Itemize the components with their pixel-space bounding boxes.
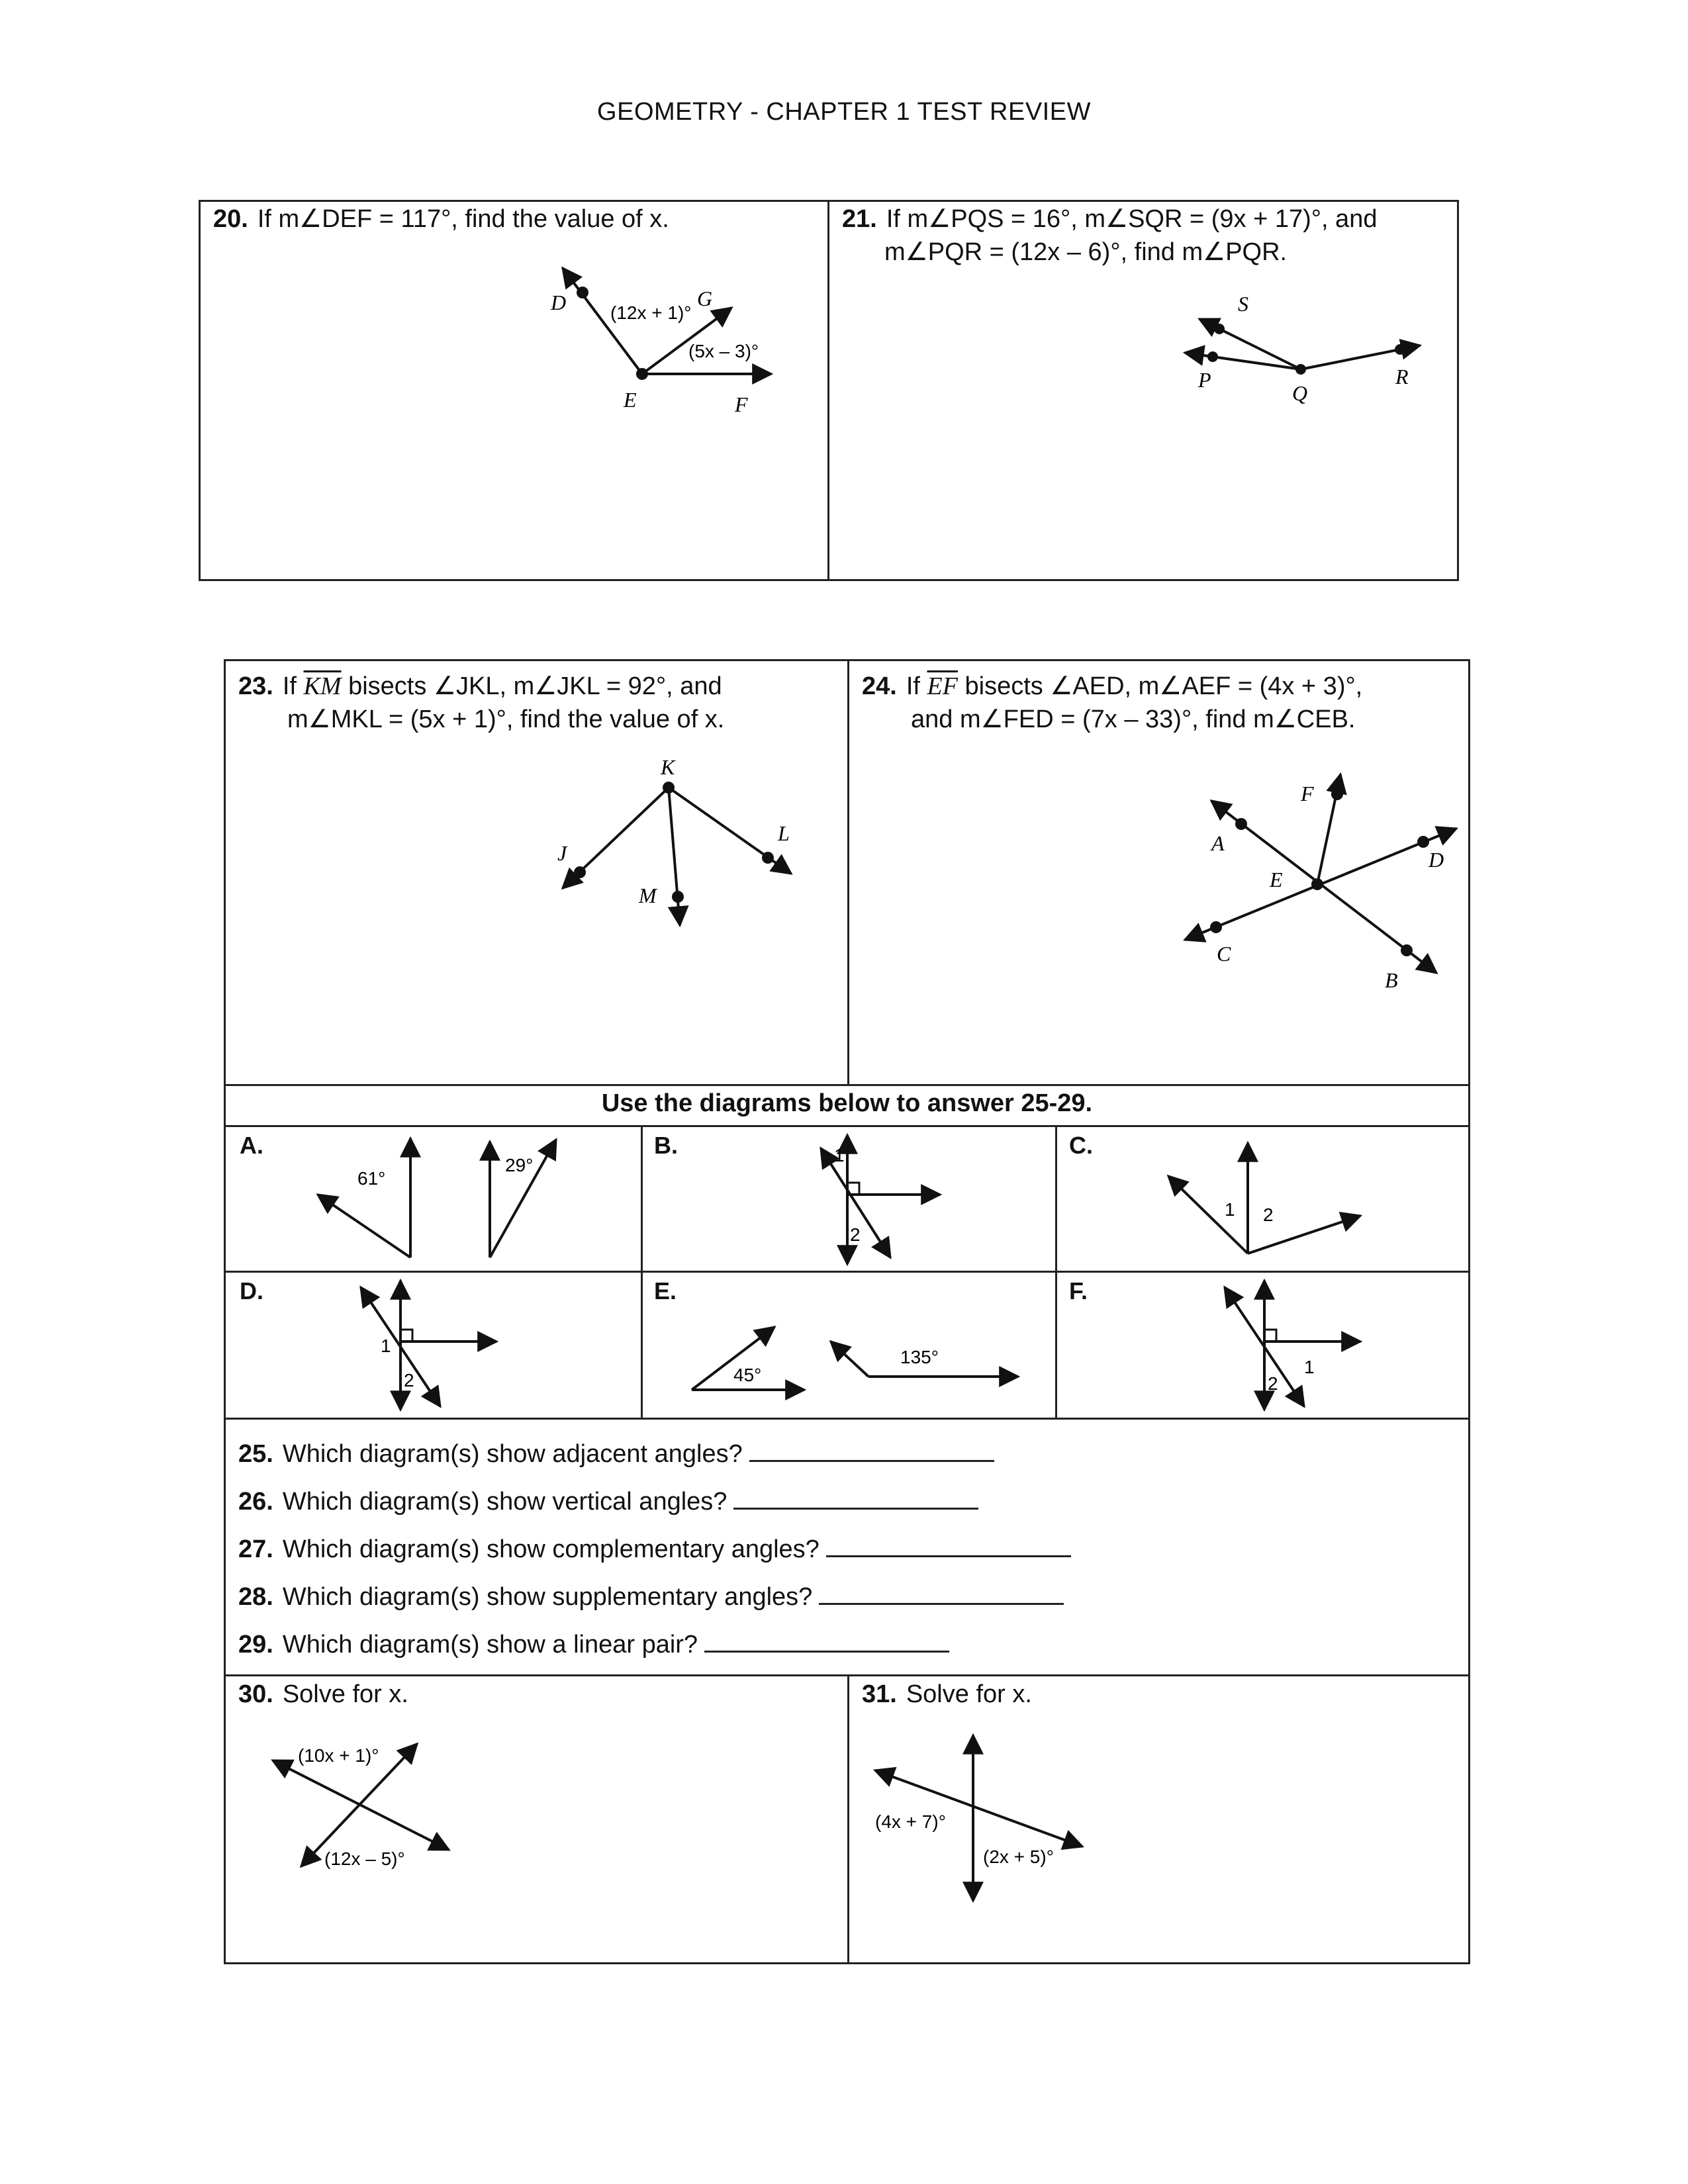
diagram-b — [781, 1128, 953, 1267]
diagram-col-2 — [1055, 1125, 1057, 1419]
q21-diagram — [1172, 291, 1436, 410]
question-24-number: 24. — [862, 672, 897, 700]
q23-label-m: M — [639, 884, 657, 907]
question-24-line-1: bisects ∠AED, m∠AEF = (4x + 3)°, — [964, 672, 1363, 700]
question-21-line-1: If m∠PQS = 16°, m∠SQR = (9x + 17)°, and — [886, 205, 1378, 233]
question-24-if: If — [906, 672, 920, 700]
q21-point-q — [1295, 364, 1306, 375]
question-29 — [238, 1628, 949, 1661]
q24-label-c: C — [1217, 942, 1231, 966]
question-24-ray: $\overline{EF}$ — [927, 672, 958, 700]
question-31-number: 31. — [862, 1680, 897, 1708]
q21-point-p — [1207, 351, 1218, 362]
q20-point-e — [636, 368, 648, 380]
diagram-d-mark-2: 2 — [404, 1370, 414, 1390]
question-26-number: 26. — [238, 1488, 273, 1516]
q23-label-k: K — [661, 755, 675, 779]
page-title: GEOMETRY - CHAPTER 1 TEST REVIEW — [597, 98, 1091, 126]
question-23-ray: $\overline{KM}$ — [303, 672, 342, 700]
question-28 — [238, 1580, 1064, 1614]
diagram-f — [1198, 1274, 1397, 1413]
q24-label-a: A — [1211, 831, 1225, 855]
diagram-a-angle-2: 29° — [505, 1155, 534, 1175]
q30-angle-2: (12x – 5)° — [324, 1848, 405, 1869]
q24-label-b: B — [1385, 968, 1398, 992]
diagram-c — [1152, 1133, 1377, 1265]
q24-label-e: E — [1270, 868, 1283, 891]
q24-point-a — [1235, 818, 1247, 830]
question-29-answer-blank[interactable] — [704, 1628, 949, 1653]
question-28-answer-blank[interactable] — [819, 1580, 1064, 1605]
header-bottom-line — [224, 1125, 1470, 1127]
question-31-text: Solve for x. — [906, 1680, 1032, 1708]
q23-point-l — [762, 852, 774, 864]
question-28-text: Which diagram(s) show supplementary angles? — [282, 1583, 813, 1611]
q23-point-j — [574, 866, 586, 878]
q21-label-p: P — [1198, 368, 1211, 392]
question-26-text: Which diagram(s) show vertical angles? — [282, 1488, 727, 1516]
question-31 — [862, 1678, 1032, 1711]
q20-label-f: F — [735, 392, 748, 416]
q23-point-k — [663, 782, 675, 794]
question-26-answer-blank[interactable] — [733, 1485, 978, 1510]
q21-label-q: Q — [1292, 381, 1308, 405]
q21-label-r: R — [1395, 365, 1409, 388]
diagram-d-label: D. — [240, 1277, 263, 1304]
diagram-f-mark-2: 2 — [1268, 1373, 1278, 1394]
q30-angle-1: (10x + 1)° — [298, 1745, 379, 1766]
question-30 — [238, 1678, 408, 1711]
question-27 — [238, 1533, 1071, 1566]
diagram-d-mark-1: 1 — [381, 1336, 391, 1356]
question-20-number: 20. — [213, 205, 248, 233]
q21-point-r — [1395, 344, 1405, 355]
q24-label-f: F — [1301, 782, 1314, 805]
diagram-c-mark-1: 1 — [1225, 1199, 1235, 1220]
q24-diagram — [1178, 768, 1470, 999]
question-25 — [238, 1437, 994, 1471]
question-21 — [842, 203, 1377, 269]
diagram-d — [331, 1274, 530, 1413]
question-29-number: 29. — [238, 1631, 273, 1659]
diagram-col-1 — [641, 1125, 643, 1419]
question-28-number: 28. — [238, 1583, 273, 1611]
q20-label-g: G — [697, 287, 713, 310]
diagrams-header: Use the diagrams below to answer 25-29. — [601, 1089, 1093, 1117]
question-25-number: 25. — [238, 1440, 273, 1468]
q31-angle-2: (2x + 5)° — [983, 1846, 1054, 1867]
q31-diagram — [867, 1727, 1119, 1906]
diagram-b-mark-1: 1 — [834, 1145, 845, 1165]
q21-point-s — [1214, 324, 1225, 334]
q24-point-d — [1417, 836, 1429, 848]
question-23-if: If — [282, 672, 297, 700]
q23-label-l: L — [778, 821, 790, 845]
diagram-e-angle-1: 45° — [733, 1365, 762, 1385]
question-24-line-2: and m∠FED = (7x – 33)°, find m∠CEB. — [911, 705, 1356, 733]
q20-label-e: E — [624, 388, 637, 412]
question-21-number: 21. — [842, 205, 877, 233]
question-20 — [213, 203, 669, 236]
q20-angle-2: (5x – 3)° — [688, 341, 759, 361]
diagram-row-line — [224, 1271, 1470, 1273]
bottom-divider — [847, 1674, 849, 1964]
diagram-b-label: B. — [654, 1132, 678, 1159]
diagram-c-ray-1 — [1168, 1176, 1248, 1253]
header-top-line — [224, 1084, 1470, 1086]
q21-label-s: S — [1238, 292, 1248, 316]
question-23-number: 23. — [238, 672, 273, 700]
diagram-e-angle-2: 135° — [900, 1347, 939, 1367]
diagram-f-mark-1: 1 — [1304, 1357, 1315, 1377]
q23-label-j: J — [557, 841, 567, 865]
question-27-answer-blank[interactable] — [826, 1533, 1071, 1557]
question-26 — [238, 1485, 978, 1518]
q20-label-d: D — [551, 291, 567, 314]
question-23-line-2: m∠MKL = (5x + 1)°, find the value of x. — [287, 705, 725, 733]
q20-angle-1: (12x + 1)° — [610, 302, 692, 323]
q24-point-e — [1311, 878, 1323, 890]
question-20-text: If m∠DEF = 117°, find the value of x. — [257, 205, 669, 233]
diagram-f-label: F. — [1069, 1277, 1088, 1304]
q23-diagram — [543, 748, 821, 940]
q24-label-d: D — [1429, 848, 1444, 872]
q31-diagonal — [875, 1770, 1082, 1846]
question-25-text: Which diagram(s) show adjacent angles? — [282, 1440, 743, 1468]
diagram-d-right-angle — [400, 1330, 412, 1342]
q23-point-m — [672, 891, 684, 903]
q20-point-d — [577, 287, 588, 298]
question-25-answer-blank[interactable] — [749, 1437, 994, 1462]
diagram-a-label: A. — [240, 1132, 263, 1159]
question-30-number: 30. — [238, 1680, 273, 1708]
question-30-text: Solve for x. — [282, 1680, 408, 1708]
diagram-b-mark-2: 2 — [850, 1224, 861, 1245]
diagram-bottom-line — [224, 1418, 1470, 1420]
question-23 — [238, 670, 724, 736]
q24-point-c — [1210, 921, 1222, 933]
main-top-divider — [847, 659, 849, 1085]
q24-point-b — [1401, 944, 1413, 956]
diagram-c-mark-2: 2 — [1263, 1205, 1274, 1225]
diagram-e-label: E. — [654, 1277, 677, 1304]
question-24 — [862, 670, 1362, 736]
question-21-line-2: m∠PQR = (12x – 6)°, find m∠PQR. — [884, 238, 1288, 266]
diagram-c-label: C. — [1069, 1132, 1093, 1159]
question-23-line-1: bisects ∠JKL, m∠JKL = 92°, and — [348, 672, 722, 700]
top-box-divider — [827, 200, 829, 581]
q20-diagram — [530, 258, 808, 430]
question-29-text: Which diagram(s) show a linear pair? — [282, 1631, 698, 1659]
diagram-f-right-angle — [1264, 1330, 1276, 1342]
question-27-text: Which diagram(s) show complementary angles? — [282, 1535, 820, 1563]
diagram-a — [305, 1132, 583, 1264]
diagram-e — [682, 1307, 1046, 1406]
diagram-e-ray-3 — [831, 1342, 868, 1377]
question-27-number: 27. — [238, 1535, 273, 1563]
q24-point-f — [1331, 788, 1343, 800]
q31-angle-1: (4x + 7)° — [875, 1811, 946, 1832]
diagram-a-angle-1: 61° — [357, 1168, 386, 1189]
diagram-a-ray-1 — [318, 1195, 410, 1257]
q30-diagram — [265, 1734, 490, 1880]
q23-ray-km — [669, 788, 680, 925]
